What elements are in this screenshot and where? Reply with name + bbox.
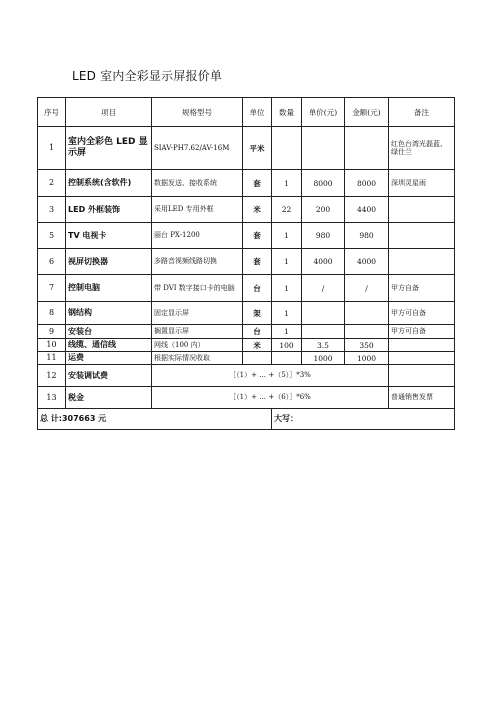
row-note — [389, 339, 455, 352]
row-no: 6 — [38, 249, 66, 275]
row-amount: / — [345, 275, 389, 302]
row-note: 深圳灵星雨 — [389, 170, 455, 197]
header-unit: 单位 — [243, 98, 272, 127]
row-qty — [272, 127, 302, 170]
row-formula: ［（1）+ … +（6）］*6% — [152, 387, 389, 409]
row-unit: 架 — [243, 302, 272, 325]
row-no: 8 — [38, 302, 66, 325]
row-note: 甲方可自备 — [389, 302, 455, 325]
row-item: 视屏切换器 — [66, 249, 152, 275]
row-amount: 980 — [345, 223, 389, 249]
row-qty: 100 — [272, 339, 302, 352]
table-row — [38, 352, 455, 365]
row-note: 普通销售发票 — [389, 387, 455, 409]
row-qty: 22 — [272, 197, 302, 223]
row-qty: 1 — [272, 325, 302, 339]
table-row — [38, 302, 455, 325]
header-item: 项目 — [66, 98, 152, 127]
row-unit: 套 — [243, 223, 272, 249]
row-unit: 米 — [243, 197, 272, 223]
row-no: 13 — [38, 387, 66, 409]
row-qty: 1 — [272, 275, 302, 302]
row-qty: 1 — [272, 223, 302, 249]
row-note: 甲方自备 — [389, 275, 455, 302]
row-price: 4000 — [302, 249, 345, 275]
row-note — [389, 249, 455, 275]
row-qty — [272, 352, 302, 365]
row-no: 5 — [38, 223, 66, 249]
row-no: 3 — [38, 197, 66, 223]
row-spec: 网线（100 内） — [152, 339, 243, 352]
row-no: 9 — [38, 325, 66, 339]
table-row — [38, 387, 455, 409]
row-price — [302, 302, 345, 325]
row-spec: SIAV-PH7.62/AV-16M — [152, 127, 243, 170]
row-note — [389, 365, 455, 387]
header-no: 序号 — [38, 98, 66, 127]
row-unit: 套 — [243, 170, 272, 197]
row-amount — [345, 127, 389, 170]
row-spec: 采用LED 专用外框 — [152, 197, 243, 223]
row-qty: 1 — [272, 170, 302, 197]
row-qty: 1 — [272, 249, 302, 275]
row-item: TV 电视卡 — [66, 223, 152, 249]
row-item: 控制系统(含软件) — [66, 170, 152, 197]
header-spec: 规格型号 — [152, 98, 243, 127]
row-item: 安装台 — [66, 325, 152, 339]
row-spec: 多路音视频线路切换 — [152, 249, 243, 275]
total-row — [38, 409, 455, 430]
table-row — [38, 170, 455, 197]
row-note — [389, 223, 455, 249]
header-qty: 数量 — [272, 98, 302, 127]
row-note: 甲方可自备 — [389, 325, 455, 339]
table-row — [38, 249, 455, 275]
row-note: 红色台湾光磊蓝、绿仕兰 — [389, 127, 455, 170]
row-price — [302, 325, 345, 339]
row-item: 安装调试费 — [66, 365, 152, 387]
row-price: 8000 — [302, 170, 345, 197]
row-amount: 4000 — [345, 249, 389, 275]
header-price: 单价(元) — [302, 98, 345, 127]
total-amount: 总 计:307663 元 — [38, 409, 272, 430]
row-note — [389, 352, 455, 365]
quote-table — [37, 97, 455, 430]
row-unit: 米 — [243, 339, 272, 352]
header-amount: 金额(元) — [345, 98, 389, 127]
row-amount — [345, 325, 389, 339]
row-item: 控制电脑 — [66, 275, 152, 302]
row-unit: 套 — [243, 249, 272, 275]
row-item: LED 外框装饰 — [66, 197, 152, 223]
row-unit: 台 — [243, 325, 272, 339]
row-no: 1 — [38, 127, 66, 170]
row-amount — [345, 302, 389, 325]
row-no: 7 — [38, 275, 66, 302]
row-no: 10 — [38, 339, 66, 352]
row-item: 税金 — [66, 387, 152, 409]
table-row — [38, 339, 455, 352]
row-price: 980 — [302, 223, 345, 249]
row-unit: 平米 — [243, 127, 272, 170]
row-item: 钢结构 — [66, 302, 152, 325]
row-note — [389, 197, 455, 223]
table-row — [38, 127, 455, 170]
row-amount: 350 — [345, 339, 389, 352]
row-amount: 4400 — [345, 197, 389, 223]
row-item: 运费 — [66, 352, 152, 365]
row-price: 3.5 — [302, 339, 345, 352]
row-amount: 8000 — [345, 170, 389, 197]
row-spec: 数据发送、接收系统 — [152, 170, 243, 197]
row-qty: 1 — [272, 302, 302, 325]
table-row — [38, 365, 455, 387]
row-price: 200 — [302, 197, 345, 223]
row-spec: 搁置显示屏 — [152, 325, 243, 339]
row-spec: 根据实际情况收取 — [152, 352, 243, 365]
row-unit — [243, 352, 272, 365]
row-amount: 1000 — [345, 352, 389, 365]
header-note: 备注 — [389, 98, 455, 127]
table-row — [38, 325, 455, 339]
table-row — [38, 275, 455, 302]
row-item: 室内全彩色 LED 显示屏 — [66, 127, 152, 170]
row-spec: 带 DVI 数字接口卡的电脑 — [152, 275, 243, 302]
total-capital-label: 大写： — [272, 409, 455, 430]
row-price: 1000 — [302, 352, 345, 365]
page-title: LED 室内全彩显示屏报价单 — [72, 69, 223, 83]
row-no: 2 — [38, 170, 66, 197]
row-item: 线缆、通信线 — [66, 339, 152, 352]
row-no: 12 — [38, 365, 66, 387]
row-spec: 丽台 PX-1200 — [152, 223, 243, 249]
row-price — [302, 127, 345, 170]
header-row — [38, 98, 455, 127]
table-row — [38, 223, 455, 249]
row-price: / — [302, 275, 345, 302]
row-formula: ［（1）+ … +（5）］*3% — [152, 365, 389, 387]
row-no: 11 — [38, 352, 66, 365]
row-unit: 台 — [243, 275, 272, 302]
row-spec: 固定显示屏 — [152, 302, 243, 325]
table-row — [38, 197, 455, 223]
